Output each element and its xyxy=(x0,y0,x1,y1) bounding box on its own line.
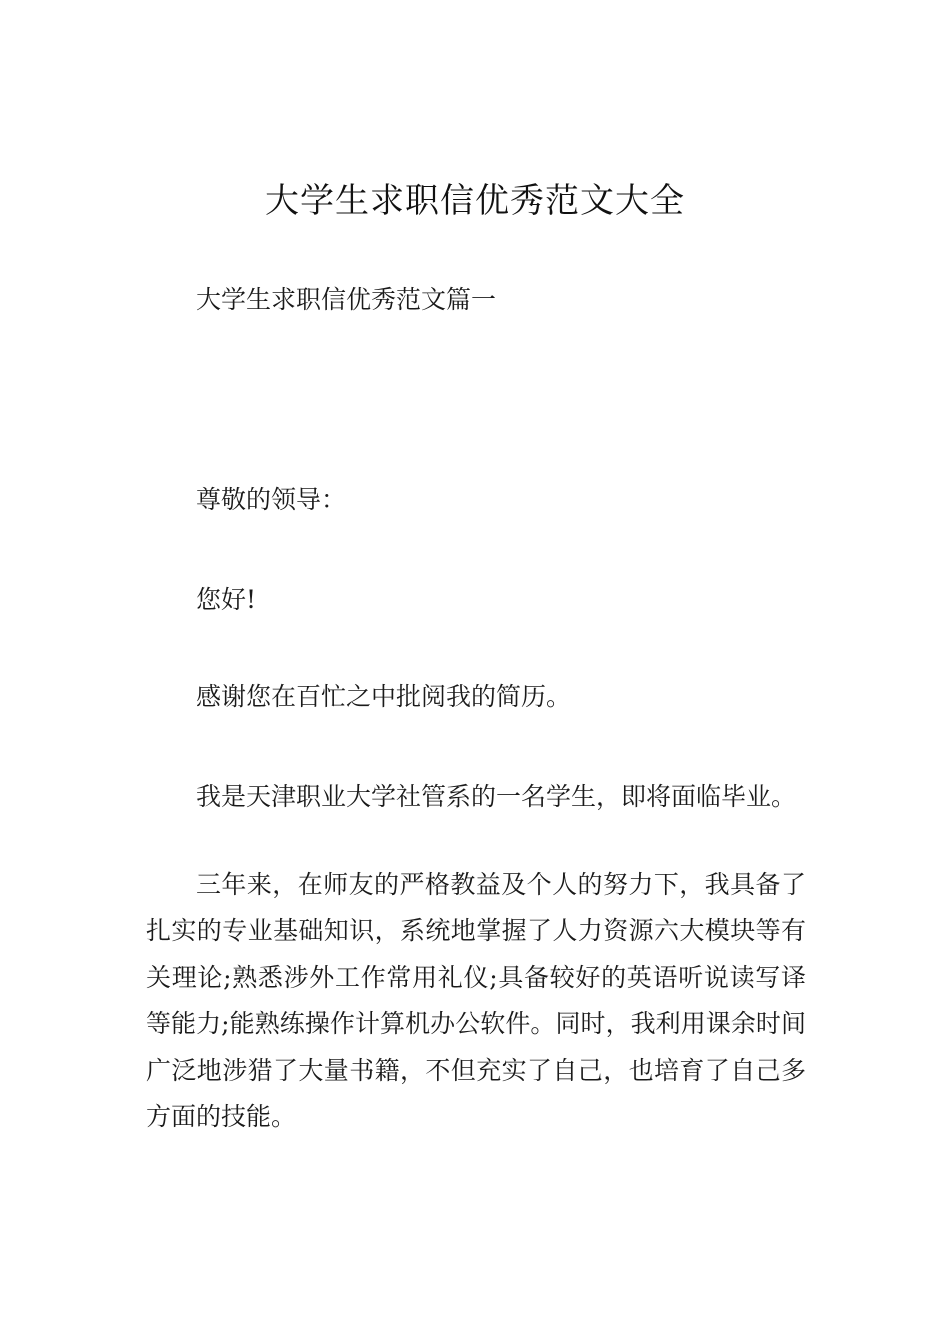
document-title: 大学生求职信优秀范文大全 xyxy=(265,181,685,221)
body-paragraph: 三年来，在师友的严格教益及个人的努力下，我具备了扎实的专业基础知识，系统地掌握了人力资源六大模块等有关理论;熟悉涉外工作常用礼仪;具备较好的英语听说读写译等能力;能熟练操作计算机办公软件。同时，我利用课余时间广泛地涉猎了大量书籍，不但充实了自己，也培育了自己多方面的技能。 xyxy=(146,870,806,1132)
section-heading: 大学生求职信优秀范文篇一 xyxy=(196,285,497,314)
thanks-line: 感谢您在百忙之中批阅我的简历。 xyxy=(196,682,572,711)
intro-line: 我是天津职业大学社管系的一名学生，即将面临毕业。 xyxy=(196,782,797,811)
greeting: 您好! xyxy=(196,585,257,614)
salutation: 尊敬的领导： xyxy=(196,485,347,514)
